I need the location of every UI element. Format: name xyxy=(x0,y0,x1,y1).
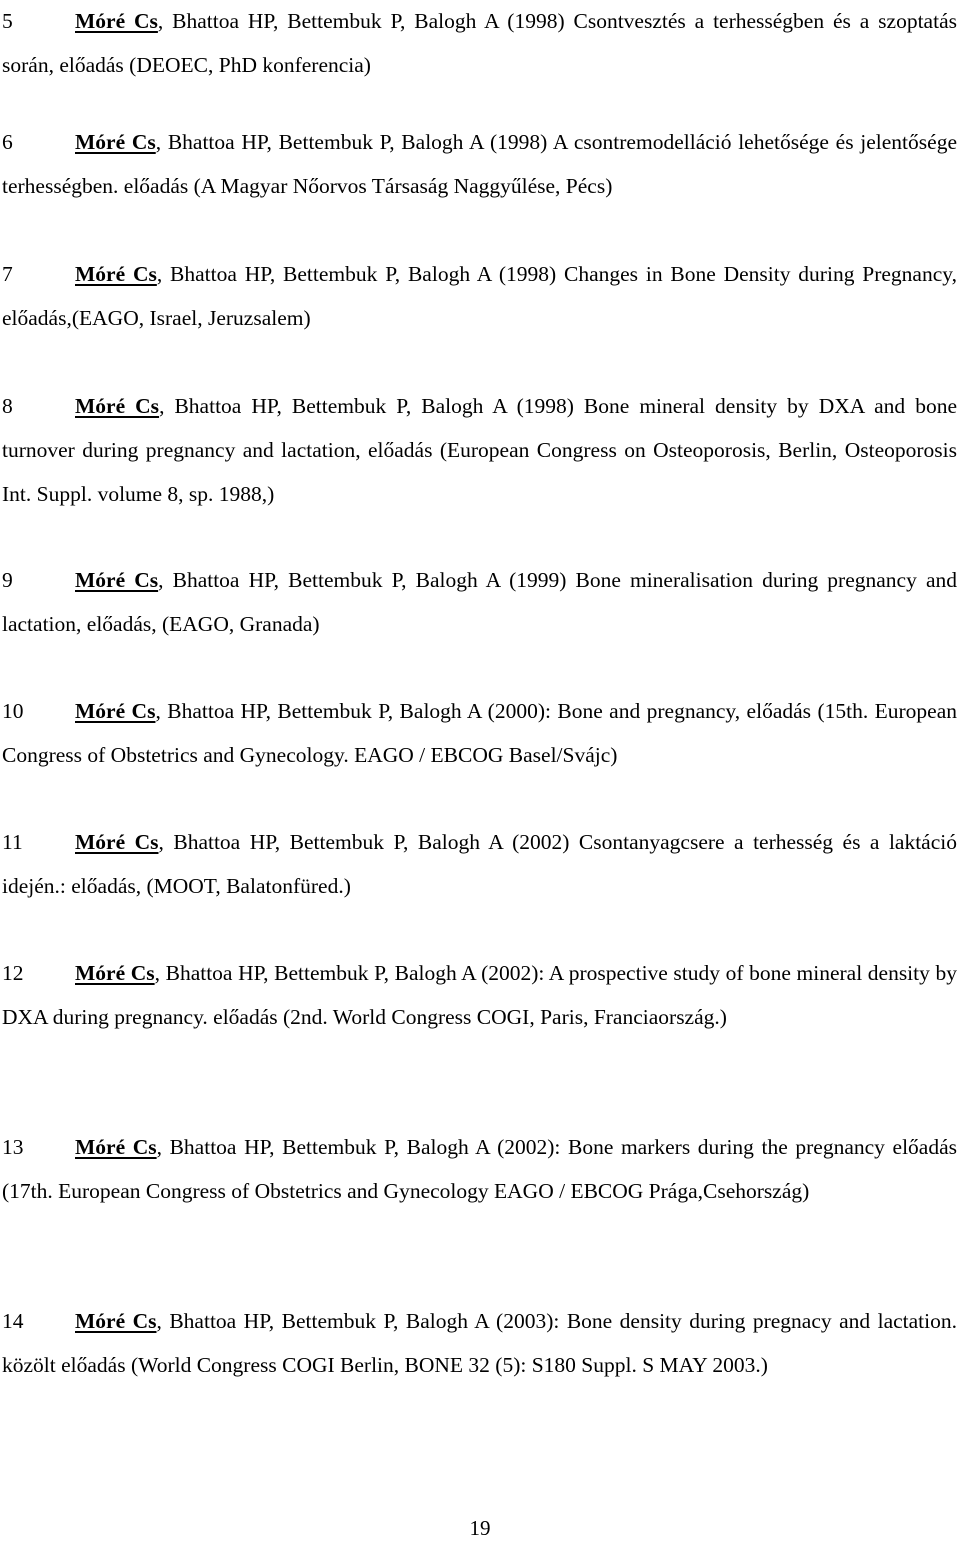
entry-text: , Bhattoa HP, Bettembuk P, Balogh A (2003): Bone density during pregnacy and lactation. közölt előadás (World Congress COGI Berlin, BONE 32 (5): S180 Suppl. S MAY 2003.) xyxy=(2,1309,958,1377)
entry-text: , Bhattoa HP, Bettembuk P, Balogh A (1998) A csontremodelláció lehetősége és jelentősége terhességben. előadás (A Magyar Nőorvos Társaság Naggyűlése, Pécs) xyxy=(2,130,957,198)
entry-number: 14 xyxy=(2,1309,24,1333)
publication-entry-6 xyxy=(2,120,957,208)
entry-text: , Bhattoa HP, Bettembuk P, Balogh A (2000): Bone and pregnancy, előadás (15th. European Congress of Obstetrics and Gynecology. EAGO / EBCOG Basel/Svájc) xyxy=(2,699,957,767)
entry-text: , Bhattoa HP, Bettembuk P, Balogh A (2002) Csontanyagcsere a terhesség és a laktáció idején.: előadás, (MOOT, Balatonfüred.) xyxy=(2,830,957,898)
publication-entry-10 xyxy=(2,689,957,777)
publication-entry-8 xyxy=(2,384,957,516)
entry-number: 5 xyxy=(2,9,13,33)
author-name: Móré Cs xyxy=(75,262,157,286)
entry-number: 6 xyxy=(2,130,13,154)
entry-number: 10 xyxy=(2,699,24,723)
publication-entry-14 xyxy=(2,1299,957,1387)
author-name: Móré Cs xyxy=(75,9,158,33)
entry-number: 7 xyxy=(2,262,13,286)
page-number: 19 xyxy=(469,1516,491,1540)
author-name: Móré Cs xyxy=(75,699,156,723)
author-name: Móré Cs xyxy=(75,394,160,418)
publication-entry-11 xyxy=(2,820,957,908)
author-name: Móré Cs xyxy=(75,830,159,854)
publication-entry-9 xyxy=(2,558,957,646)
entry-number: 9 xyxy=(2,568,13,592)
entry-number: 13 xyxy=(2,1135,24,1159)
entry-text: , Bhattoa HP, Bettembuk P, Balogh A (1999) Bone mineralisation during pregnancy and lactation, előadás, (EAGO, Granada) xyxy=(2,568,957,636)
entry-number: 12 xyxy=(2,961,24,985)
entry-text: , Bhattoa HP, Bettembuk P, Balogh A (1998) Changes in Bone Density during Pregnancy, előadás,(EAGO, Israel, Jeruzsalem) xyxy=(2,262,957,330)
entry-text: , Bhattoa HP, Bettembuk P, Balogh A (1998) Bone mineral density by DXA and bone turnover during pregnancy and lactation, előadás (European Congress on Osteoporosis, Berlin, Osteoporosis Int. Suppl. volume 8, sp. 1988,) xyxy=(2,394,957,506)
publication-entry-5 xyxy=(2,0,957,87)
publication-entry-12 xyxy=(2,951,957,1039)
publication-entry-7 xyxy=(2,252,957,340)
author-name: Móré Cs xyxy=(75,1135,157,1159)
publication-entry-13 xyxy=(2,1125,957,1213)
author-name: Móré Cs xyxy=(75,1309,157,1333)
author-name: Móré Cs xyxy=(75,130,156,154)
entry-text: , Bhattoa HP, Bettembuk P, Balogh A (2002): Bone markers during the pregnancy előadás (17th. European Congress of Obstetrics and Gynecology EAGO / EBCOG Prága,Csehország) xyxy=(2,1135,957,1203)
entry-text: , Bhattoa HP, Bettembuk P, Balogh A (1998) Csontvesztés a terhességben és a szoptatás során, előadás (DEOEC, PhD konferencia) xyxy=(2,9,957,77)
entry-text: , Bhattoa HP, Bettembuk P, Balogh A (2002): A prospective study of bone mineral density by DXA during pregnancy. előadás (2nd. World Congress COGI, Paris, Franciaország.) xyxy=(2,961,957,1029)
author-name: Móré Cs xyxy=(75,961,155,985)
author-name: Móré Cs xyxy=(75,568,159,592)
entry-number: 11 xyxy=(2,830,23,854)
entry-number: 8 xyxy=(2,394,13,418)
